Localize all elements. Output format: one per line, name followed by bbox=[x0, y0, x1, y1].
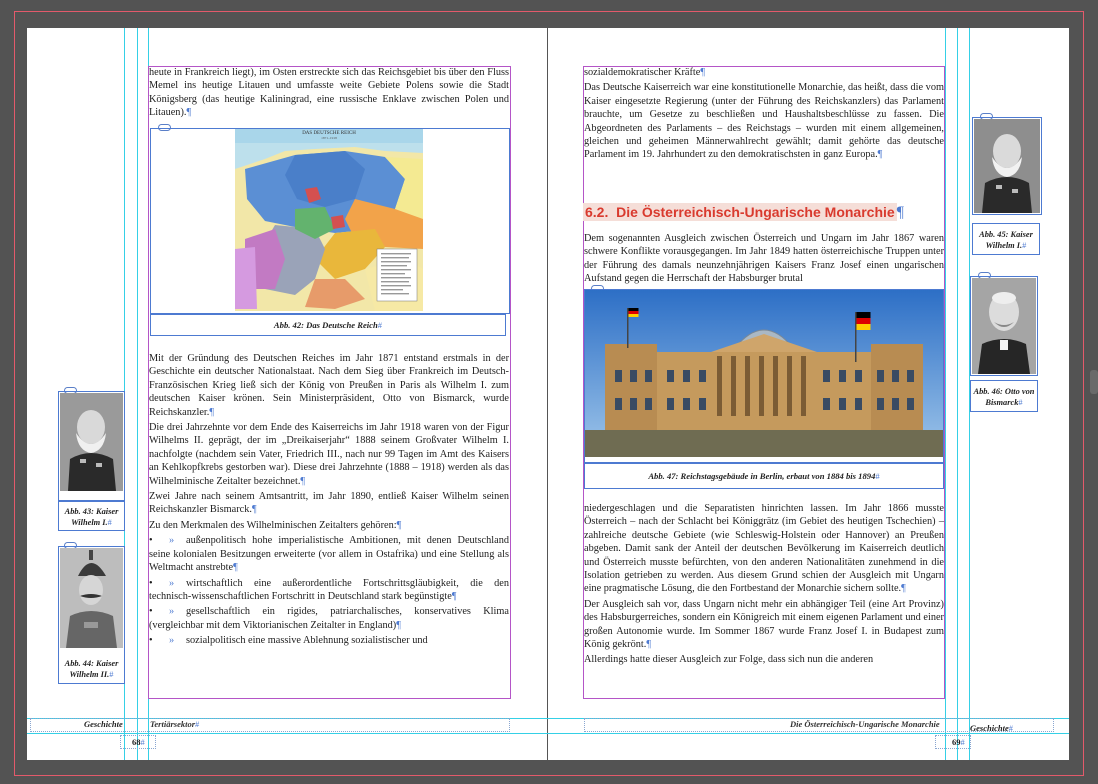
reichstag-photo[interactable] bbox=[585, 290, 943, 457]
map-subtitle: 1871–1918 bbox=[321, 136, 337, 140]
paragraph: niedergeschlagen und die Separatisten hinrichten lassen. Im Jahr 1866 musste Österreich – nach der Schlacht bei Königgrätz (im Gebiet des heutigen Tschechien) – zahlreiche deutsche Gebiete (wie Schleswig-Holstein oder Hannover) an Preußen abgeben. Damit sank der Anteil der deutschen Bevölkerung im Kaiserreich deutlich und Österreich musste befürchten, von den anderen Nationalitäten zunehmend in die Isolation getrieben zu werden. Aus diesem Grund schien der Ausgleich mit Ungarn eine pragmatische Lösung, die den Fortbestand der Monarchie sichern sollte.¶ bbox=[584, 503, 944, 595]
tab-arrow-icon: » bbox=[169, 635, 175, 647]
tab-arrow-icon: » bbox=[169, 577, 175, 589]
right-paragraph-2: Dem sogenannten Ausgleich zwischen Österreich und Ungarn im Jahr 1867 waren schwere Konflikte vorausgegangen. Im Jahr 1849 hatten österreichische Truppen unter der Führung des damals neunzehnjährigen Kaisers Franz Josef einen ungarischen Aufstand gegen die Herrschaft der Habsburger brutal bbox=[584, 233, 944, 285]
guide-v[interactable] bbox=[137, 28, 138, 760]
list-item: • » sozialpolitisch eine massive Ablehnung sozialistischer und bbox=[149, 635, 428, 647]
paragraph: Allerdings hatte dieser Ausgleich zur Folge, dass sich nun die anderen bbox=[584, 654, 874, 666]
caption-abb-46: Abb. 46: Otto von Bismarck# bbox=[973, 387, 1035, 407]
map-title: DAS DEUTSCHE REICH bbox=[302, 131, 356, 136]
scroll-handle[interactable] bbox=[1090, 370, 1098, 394]
heading-number: 6.2. bbox=[585, 204, 609, 220]
pilcrow-icon: ¶ bbox=[877, 149, 883, 161]
paragraph: sozialdemokratischer Kräfte¶ bbox=[584, 67, 706, 78]
pilcrow-icon: ¶ bbox=[901, 583, 906, 595]
hash-icon: # bbox=[107, 518, 112, 527]
caption-abb-44: Abb. 44: Kaiser Wilhelm II.# bbox=[64, 659, 119, 679]
hash-icon: # bbox=[377, 320, 383, 330]
paragraph: heute in Frankreich liegt), im Osten erstreckte sich das Reichsgebiet bis über den Fluss Memel ins heutige Litauen und umfasste weite Gebiete Polens sowie die Stadt Königsberg (das heutige Kaliningrad, eine russische Enklave zwischen Polen und Litauen). bbox=[149, 67, 509, 119]
pilcrow-icon: ¶ bbox=[300, 475, 306, 487]
hash-icon: # bbox=[109, 670, 114, 679]
hash-icon: # bbox=[1022, 241, 1027, 250]
merkmale-list bbox=[149, 534, 509, 647]
page-number-left: 68# bbox=[132, 737, 145, 747]
page-number-right: 69# bbox=[952, 737, 965, 747]
footer-section-left: Geschichte bbox=[84, 719, 123, 729]
right-text-top bbox=[584, 66, 944, 164]
portrait-wilhelm-i-right[interactable] bbox=[974, 119, 1040, 213]
pilcrow-icon: ¶ bbox=[396, 519, 402, 531]
paragraph: Mit der Gründung des Deutschen Reiches im Jahr 1871 entstand erstmals in der Geschichte ein deutscher Nationalstaat. Nach dem Sieg über Frankreich im Deutsch-Französischen Krieg ließ sich der König von Preußen in Paris als Wilhelm I. zum deutschen Kaiser krönen. Sein Ministerpräsident, Otto von Bismarck, wurde Reichskanzler.¶ bbox=[149, 353, 509, 418]
left-body-text bbox=[149, 352, 509, 650]
caption-abb-43: Abb. 43: Kaiser Wilhelm I.# bbox=[64, 507, 119, 527]
paragraph: Die drei Jahrzehnte vor dem Ende des Kaiserreichs im Jahr 1918 waren von der Figur Wilhelms II. geprägt, der im „Dreikaiserjahr“ 1888 seinem Großvater Wilhelm I. nachfolgte (nachdem sein Vater, Friedrich III., nach nur 99 Tagen im Amt des Kaisers an Kehlkopfkrebs gestorben war). Diese drei Jahrzehnte (1888 – 1918) werden als das Wilhelminische Zeitalter bezeichnet.¶ bbox=[149, 422, 509, 487]
pilcrow-icon: ¶ bbox=[186, 107, 192, 119]
pilcrow-icon: ¶ bbox=[896, 204, 904, 221]
hash-icon: # bbox=[140, 737, 145, 747]
portrait-wilhelm-i[interactable] bbox=[60, 393, 123, 491]
hash-icon: # bbox=[195, 719, 200, 729]
right-body-text bbox=[584, 502, 944, 669]
footer-sub-left: Tertiärsektor# bbox=[150, 719, 200, 729]
caption-abb-45: Abb. 45: Kaiser Wilhelm I.# bbox=[979, 230, 1033, 250]
guide-h[interactable] bbox=[27, 733, 1069, 734]
map-image[interactable] bbox=[235, 129, 423, 311]
tab-arrow-icon: » bbox=[169, 535, 175, 547]
hash-icon: # bbox=[1018, 398, 1023, 407]
section-heading bbox=[583, 204, 904, 222]
paragraph: Das Deutsche Kaiserreich war eine konstitutionelle Monarchie, das heißt, dass die vom Kaiser eingesetzte Regierung (unter der Führung des Reichskanzlers) das Parlament brauchte, um Gesetze zu beschließen und Haushaltsbeschlüsse zu fassen. Die Abgeordneten des Parlaments – des Reichstags – wurden mit einem allgemeinen, gleichen und geheimen Männerwahlrecht gewählt; damit gehörte das deutsche Parlament im 19. Jahrhundert zu den demokratischsten in ganz Europa.¶ bbox=[584, 82, 944, 161]
hash-icon: # bbox=[1008, 723, 1013, 733]
spine-line bbox=[547, 28, 548, 760]
hash-icon: # bbox=[960, 737, 965, 747]
guide-v[interactable] bbox=[945, 28, 946, 760]
hash-icon: # bbox=[875, 471, 880, 481]
list-item: • » außenpolitisch hohe imperialistische Ambitionen, mit denen Deutschland seine kolonialen Besitzungen erweiterte (vor allem in Ostafrika) und eine Stellung als Weltmacht anstrebte¶ bbox=[149, 535, 509, 574]
paragraph: Zu den Merkmalen des Wilhelminischen Zeitalters gehören:¶ bbox=[149, 519, 402, 531]
portrait-bismarck[interactable] bbox=[972, 278, 1036, 374]
pilcrow-icon: ¶ bbox=[209, 406, 214, 418]
heading-text: Die Österreichisch-Ungarische Monarchie bbox=[616, 204, 895, 220]
pilcrow-icon: ¶ bbox=[233, 562, 238, 574]
footer-section-right: Geschichte# bbox=[970, 723, 1013, 733]
pilcrow-icon: ¶ bbox=[646, 639, 652, 651]
paragraph: Der Ausgleich sah vor, dass Ungarn nicht mehr ein abhängiger Teil (eine Art Provinz) des Habsburgerreiches, sondern ein Königreich mit einem eigenen Parlament und einer großen Autonomie wurde. Im Sommer 1867 wurde Franz Josef I. in Budapest zum König gekrönt.¶ bbox=[584, 598, 944, 651]
list-item: • » wirtschaftlich eine außerordentliche Fortschrittsgläubigkeit, die den technisch-wissenschaftlichen Fortschritt in Deutschland stark begünstigte¶ bbox=[149, 577, 509, 602]
paragraph: Zwei Jahre nach seinem Amtsantritt, im Jahr 1890, entließ Kaiser Wilhelm seinen Reichskanzler Bismarck.¶ bbox=[149, 491, 509, 516]
tab-arrow-icon: » bbox=[169, 606, 175, 618]
pilcrow-icon: ¶ bbox=[451, 590, 457, 602]
left-text-top bbox=[149, 66, 509, 120]
caption-abb-42: Abb. 42: Das Deutsche Reich# bbox=[273, 320, 383, 330]
footer-sub-right: Die Österreichisch-Ungarische Monarchie bbox=[790, 719, 940, 729]
guide-v[interactable] bbox=[957, 28, 958, 760]
portrait-wilhelm-ii[interactable] bbox=[60, 548, 123, 648]
pilcrow-icon: ¶ bbox=[396, 619, 401, 631]
pilcrow-icon: ¶ bbox=[251, 504, 257, 516]
caption-abb-47: Abb. 47: Reichstagsgebäude in Berlin, erbaut von 1884 bis 1894# bbox=[648, 471, 880, 481]
pilcrow-icon: ¶ bbox=[700, 67, 706, 78]
list-item: • » gesellschaftlich ein rigides, patriarchalisches, konservatives Klima (vergleichbar mit dem Viktorianischen Zeitalter in England)¶ bbox=[149, 606, 509, 631]
